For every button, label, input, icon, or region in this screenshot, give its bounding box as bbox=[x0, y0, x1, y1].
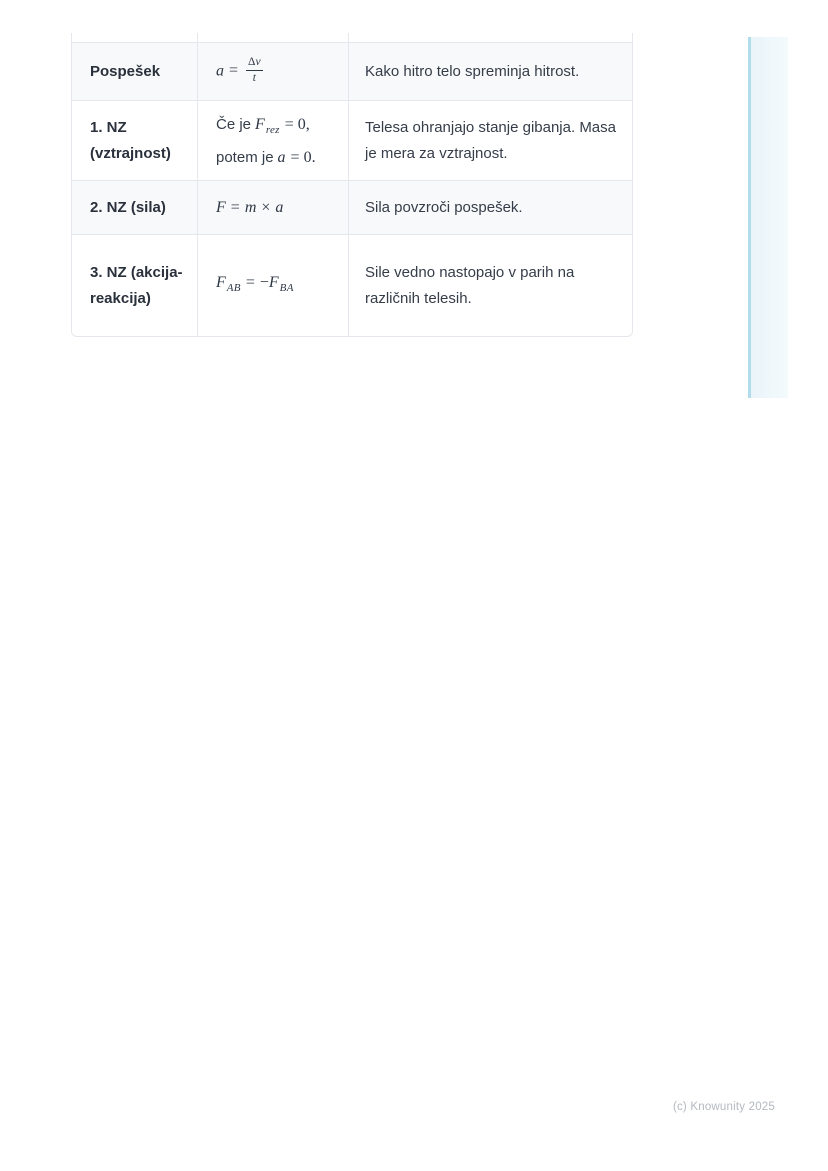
description-text: Sila povzroči pospešek. bbox=[365, 198, 523, 216]
math-variable: m bbox=[244, 199, 257, 216]
formula-cell bbox=[198, 235, 349, 336]
math-operator: = 0, bbox=[284, 115, 310, 133]
table-row bbox=[72, 180, 632, 234]
description-text: Telesa ohranjajo stanje gibanja. Masa je mera za vztrajnost. bbox=[365, 118, 616, 162]
formula-cell bbox=[198, 101, 349, 180]
math-variable: F bbox=[255, 115, 265, 133]
math-variable: v bbox=[255, 55, 261, 68]
table-row-cutoff bbox=[72, 33, 632, 42]
term-label: Pospešek bbox=[90, 62, 161, 80]
description-text: Kako hitro telo spreminja hitrost. bbox=[365, 62, 580, 80]
term-label: 2. NZ (sila) bbox=[90, 198, 166, 216]
formula-text: Če je bbox=[216, 115, 252, 133]
math-operator: = 0. bbox=[290, 148, 316, 166]
math-variable: a bbox=[275, 199, 284, 216]
highlight-bar bbox=[748, 37, 788, 398]
multiplication-sign: × bbox=[261, 199, 271, 216]
math-operator: = bbox=[245, 274, 255, 291]
term-cell bbox=[72, 101, 198, 180]
copyright-footer: (c) Knowunity 2025 bbox=[672, 1101, 775, 1113]
description-text: Sile vedno nastopajo v parih na različnih telesih. bbox=[365, 263, 575, 307]
term-cell bbox=[72, 43, 198, 100]
math-variable: a bbox=[277, 148, 286, 166]
math-variable: F bbox=[268, 274, 279, 291]
formula-first-law bbox=[216, 111, 321, 171]
math-variable: F bbox=[216, 199, 226, 216]
table-row bbox=[72, 100, 632, 180]
term-label: 1. NZ (vztrajnost) bbox=[90, 118, 171, 162]
term-cell bbox=[72, 33, 198, 42]
fraction-numerator bbox=[246, 56, 263, 71]
physics-concepts-table bbox=[71, 33, 633, 337]
table-row bbox=[72, 42, 632, 100]
formula-cell bbox=[198, 181, 349, 234]
math-operator: = bbox=[229, 62, 239, 80]
delta-symbol: Δ bbox=[248, 55, 256, 68]
term-label: 3. NZ (akcija-reakcija) bbox=[90, 263, 183, 307]
description-cell bbox=[349, 43, 632, 100]
formula-second-law bbox=[216, 194, 283, 221]
math-variable: F bbox=[216, 274, 226, 291]
description-cell bbox=[349, 33, 632, 42]
formula-text: potem je bbox=[216, 148, 274, 166]
minus-sign: − bbox=[259, 274, 269, 291]
math-variable: a bbox=[216, 62, 224, 80]
formula-third-law bbox=[216, 269, 294, 302]
math-subscript: BA bbox=[279, 282, 294, 294]
fraction bbox=[246, 56, 263, 85]
term-cell bbox=[72, 181, 198, 234]
description-cell bbox=[349, 101, 632, 180]
description-cell bbox=[349, 181, 632, 234]
fraction-denominator: t bbox=[252, 72, 256, 84]
table-row bbox=[72, 234, 632, 336]
formula-acceleration bbox=[216, 57, 263, 86]
math-subscript: rez bbox=[265, 123, 280, 136]
math-subscript: AB bbox=[226, 282, 241, 294]
formula-cell bbox=[198, 43, 349, 100]
math-operator: = bbox=[230, 199, 240, 216]
term-cell bbox=[72, 235, 198, 336]
description-cell bbox=[349, 235, 632, 336]
formula-cell bbox=[198, 33, 349, 42]
